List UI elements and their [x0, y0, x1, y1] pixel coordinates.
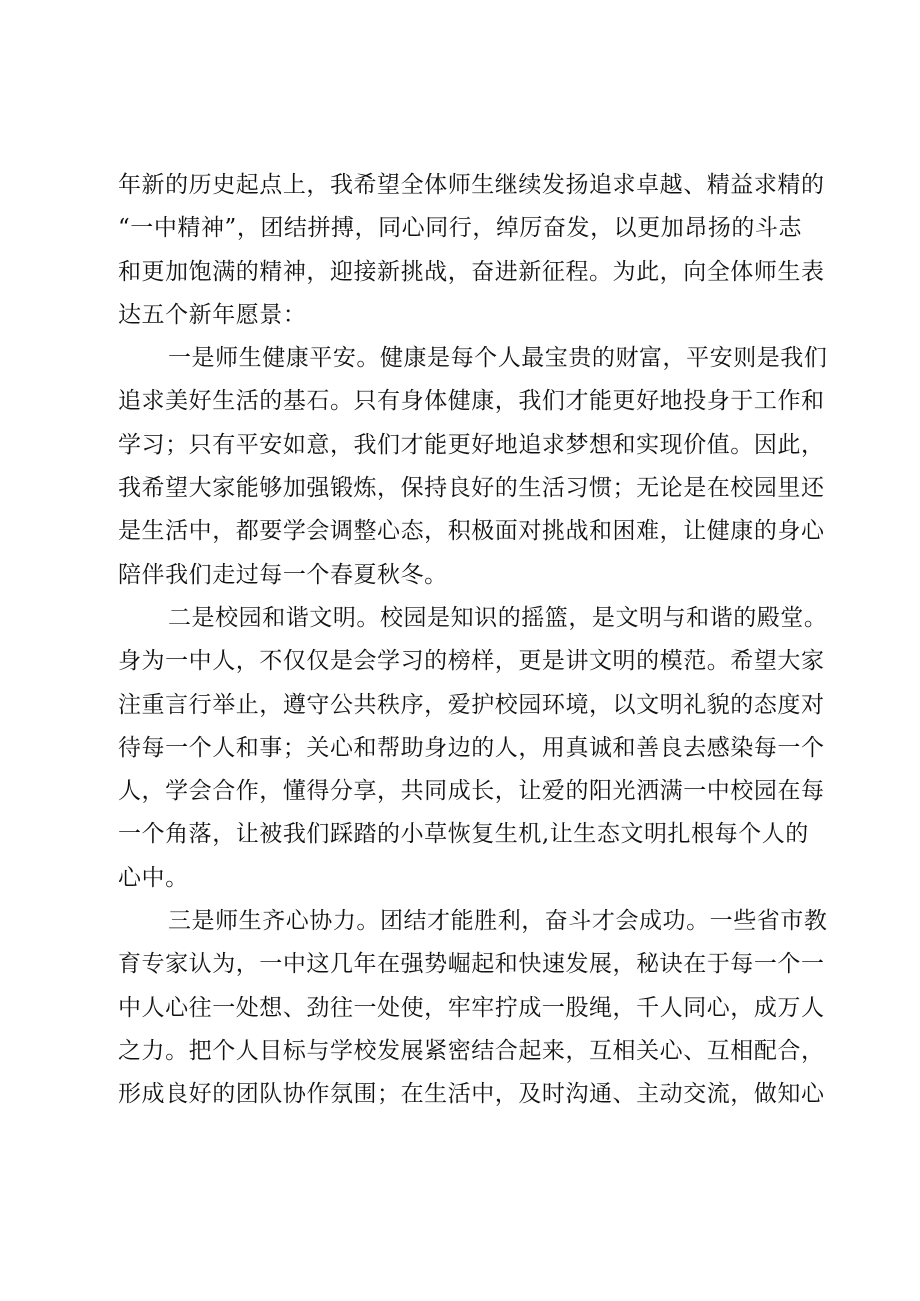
text-line: 我希望大家能够加强锻炼，保持良好的生活习惯；无论是在校园里还 — [118, 475, 825, 502]
text-line: 育专家认为，一中这几年在强势崛起和快速发展，秘诀在于每一个一 — [118, 951, 825, 978]
text-line: 一个角落，让被我们踩踏的小草恢复生机,让生态文明扎根每个人的 — [118, 821, 809, 848]
text-line: 注重言行举止，遵守公共秩序，爱护校园环境，以文明礼貌的态度对 — [118, 691, 825, 718]
text-line: 待每一个人和事；关心和帮助身边的人，用真诚和善良去感染每一个 — [118, 734, 825, 761]
text-line: 三是师生齐心协力。团结才能胜利，奋斗才会成功。一些省市教 — [168, 908, 828, 935]
text-line: 形成良好的团队协作氛围；在生活中，及时沟通、主动交流，做知心 — [118, 1081, 825, 1108]
text-line: 人，学会合作，懂得分享，共同成长，让爱的阳光洒满一中校园在每 — [118, 778, 825, 805]
document-body — [118, 164, 828, 1117]
text-line: 年新的历史起点上，我希望全体师生继续发扬追求卓越、精益求精的 — [118, 172, 825, 198]
text-line: 达五个新年愿景： — [118, 301, 307, 328]
text-line: 和更加饱满的精神，迎接新挑战，奋进新征程。为此，向全体师生表 — [118, 258, 825, 285]
text-line: 之力。把个人目标与学校发展紧密结合起来，互相关心、互相配合， — [118, 1037, 825, 1064]
text-line: 陪伴我们走过每一个春夏秋冬。 — [118, 561, 448, 588]
text-line: 身为一中人，不仅仅是会学习的榜样，更是讲文明的模范。希望大家 — [118, 648, 825, 675]
paragraph-teamwork — [118, 900, 828, 1116]
text-line: 二是校园和谐文明。校园是知识的摇篮，是文明与和谐的殿堂。 — [168, 604, 828, 631]
paragraph-continuation — [118, 164, 825, 337]
text-line: 中人心往一处想、劲往一处使，牢牢拧成一股绳，千人同心，成万人 — [118, 994, 825, 1021]
paragraph-campus-harmony — [118, 597, 828, 900]
text-line: 学习；只有平安如意，我们才能更好地追求梦想和实现价值。因此， — [118, 431, 825, 458]
text-line: 一是师生健康平安。健康是每个人最宝贵的财富，平安则是我们 — [168, 345, 828, 372]
text-line: “一中精神”，团结拼搏，同心同行，绰厉奋发，以更加昂扬的斗志 — [118, 215, 803, 242]
text-line: 心中。 — [118, 864, 189, 891]
text-line: 追求美好生活的基石。只有身体健康，我们才能更好地投身于工作和 — [118, 388, 825, 415]
text-line: 是生活中，都要学会调整心态，积极面对挑战和困难，让健康的身心 — [118, 518, 825, 545]
paragraph-health-safety — [118, 337, 828, 597]
